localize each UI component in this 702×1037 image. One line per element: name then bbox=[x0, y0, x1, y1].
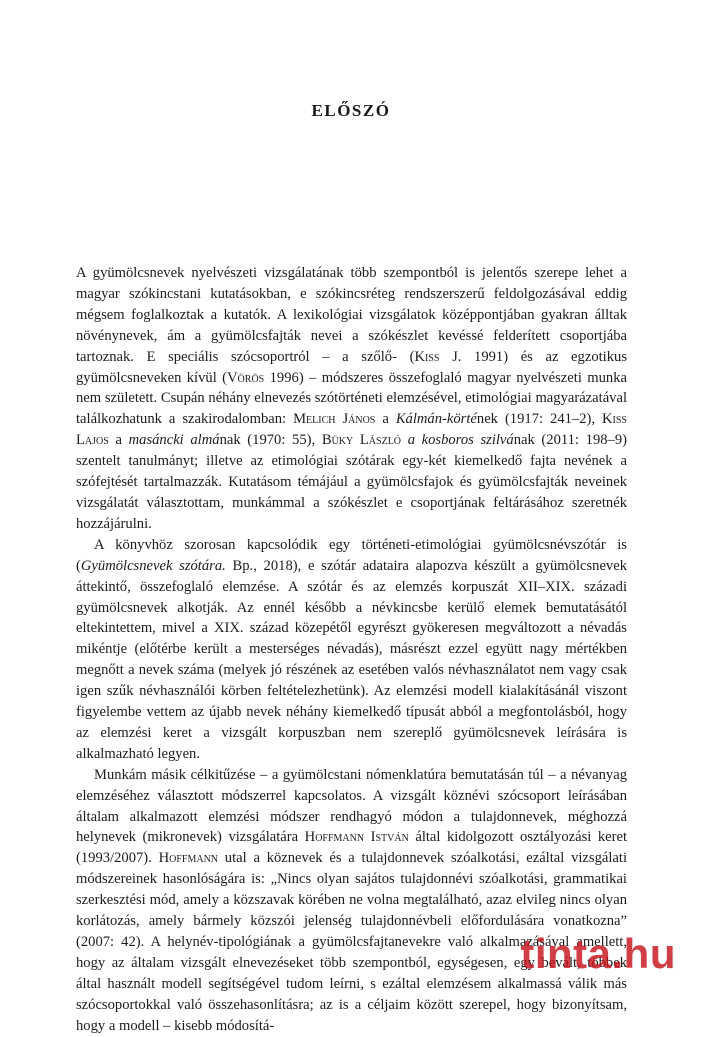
author-name: Melich János bbox=[293, 411, 376, 428]
author-name: Hoffmann István bbox=[304, 829, 409, 846]
text-run: nak (1970: 55), bbox=[219, 432, 322, 449]
body-text bbox=[76, 263, 627, 1037]
text-run: A könyvhöz szorosan kapcsolódik egy történeti-etimológiai gyümölcsnévszótár is ( bbox=[76, 536, 627, 574]
author-name: Kiss Lajos bbox=[76, 411, 627, 449]
author-name: Vörös bbox=[227, 369, 265, 386]
text-run: a bbox=[375, 411, 396, 428]
italic-term: Gyümölcsnevek szótára. bbox=[80, 557, 226, 574]
text-run: a bbox=[108, 432, 129, 449]
text-run: Munkám másik célkitűzése – a gyümölcstani nómenklatúra bemutatásán túl – a névanyag elemzéséhez választott módszerrel kapcsolatos. A vizsgált köznévi szócsoport leírásában általam alkalmazott elemzési módszer rendhagyó módon a tulajdonnevek, méghozzá helynevek (mikronevek) vizsgálatára bbox=[76, 766, 627, 846]
author-name: Kiss bbox=[414, 348, 440, 365]
text-run: által kidolgozott osztályozási keret (1993/2007). bbox=[76, 829, 627, 867]
paragraph-1 bbox=[76, 263, 627, 535]
text-run: J. 1991) és az egzotikus gyümölcsneveken kívül ( bbox=[76, 348, 627, 386]
italic-term: a kosboros szilvá bbox=[407, 432, 514, 449]
text-run: A gyümölcsnevek nyelvészeti vizsgálatának több szempontból is jelentős szerepe lehet a magyar szókincstani kutatásokban, e szókincsréteg rendszerszerű feldolgozásával eddig mégsem foglalkoztak a kutatók. A lexikológiai vizsgálatok középpontjában gyakran álltak növénynevek, ám a gyümölcsfajták nevei a szókészlet kevéssé felderített csoportjába tartoznak. E speciális szócsoportról – a szőlő- ( bbox=[76, 265, 627, 365]
text-run bbox=[401, 432, 408, 448]
paragraph-3 bbox=[76, 765, 627, 1037]
italic-term: masáncki almá bbox=[128, 432, 220, 449]
author-name: Büky László bbox=[321, 432, 402, 449]
text-run: 1996) – módszeres összefoglaló magyar nyelvészeti munka nem született. Csupán néhány elnevezés szótörténeti elemzésével, etimológiai magyarázatával találkozhatunk a szakirodalomban: bbox=[76, 369, 627, 428]
italic-term: Kálmán-körté bbox=[395, 411, 477, 428]
paragraph-2 bbox=[76, 535, 627, 765]
author-name: Hoffmann bbox=[158, 850, 219, 867]
chapter-title: ELŐSZÓ bbox=[311, 101, 391, 120]
text-run: nak (2011: 198–9) szentelt tanulmányt; illetve az etimológiai szótárak egy-két kiemelkedő fajta nevének a szófejtését tartalmazzák. Kutatásom témájául a gyümölcsfajok és gyümölcsfajták neveinek vizsgálatát választottam, munkámmal a szókészlet e csoportjának feltárásához szeretnék hozzájárulni. bbox=[76, 432, 627, 532]
text-run: utal a köznevek és a tulajdonnevek szóalkotási, ezáltal vizsgálati módszereinek hasonlóságára is: „Nincs olyan sajátos tulajdonnévi szóalkotási, grammatikai szerkesztési mód, amely a közszavak körében ne volna megtalálható, azaz elvileg nincs olyan korlátozás, amely bármely közszói jelenség tulajdonnévbeli előfordulására vonatkozna” (2007: 42). A helynév-tipológiának a gyümölcsfajtanevekre való alkalmazásával amellett, hogy az általam vizsgált elnevezéseket több szempontból, egységesen, egy bevált, többek által használt modell segítségével tudom leírni, s ezáltal elemzésem alkalmassá válik más szócsoportokkal való összehasonlításra; az is a céljaim között szerepel, hogy bizonyítsam, hogy a modell – kisebb módosítá- bbox=[76, 850, 627, 1034]
text-run: nek (1917: 241–2), bbox=[476, 411, 602, 428]
watermark-logo: tinta.hu bbox=[520, 930, 676, 977]
text-run: Bp., 2018), e szótár adataira alapozva készült a gyümölcsnevek áttekintő, összefoglaló elemzése. A szótár és az elemzés korpuszát XII–XIX. századi gyümölcsnevek alkotják. Az ennél később a névkincsbe kerülő elemek bemutatásától eltekintettem, mivel a XIX. század közepétől egyrészt gyökeresen megváltozott a névadás mikéntje (előtérbe került a mesterséges névadás), másrészt ezzel együtt nagy mértékben megnőtt a nevek száma (melyek jó részének az esetében valós névhasználatot nem vagy csak igen szűk névhasználói körben feltételezhetünk). Az elemzési modell kialakításánál viszont figyelembe vettem az újabb nevek néhány kiemelkedő típusát abból a megfontolásból, hogy az elemzési keret a vizsgált korpuszban nem szereplő gyümölcsnevek leírására is alkalmazható legyen. bbox=[76, 557, 627, 762]
